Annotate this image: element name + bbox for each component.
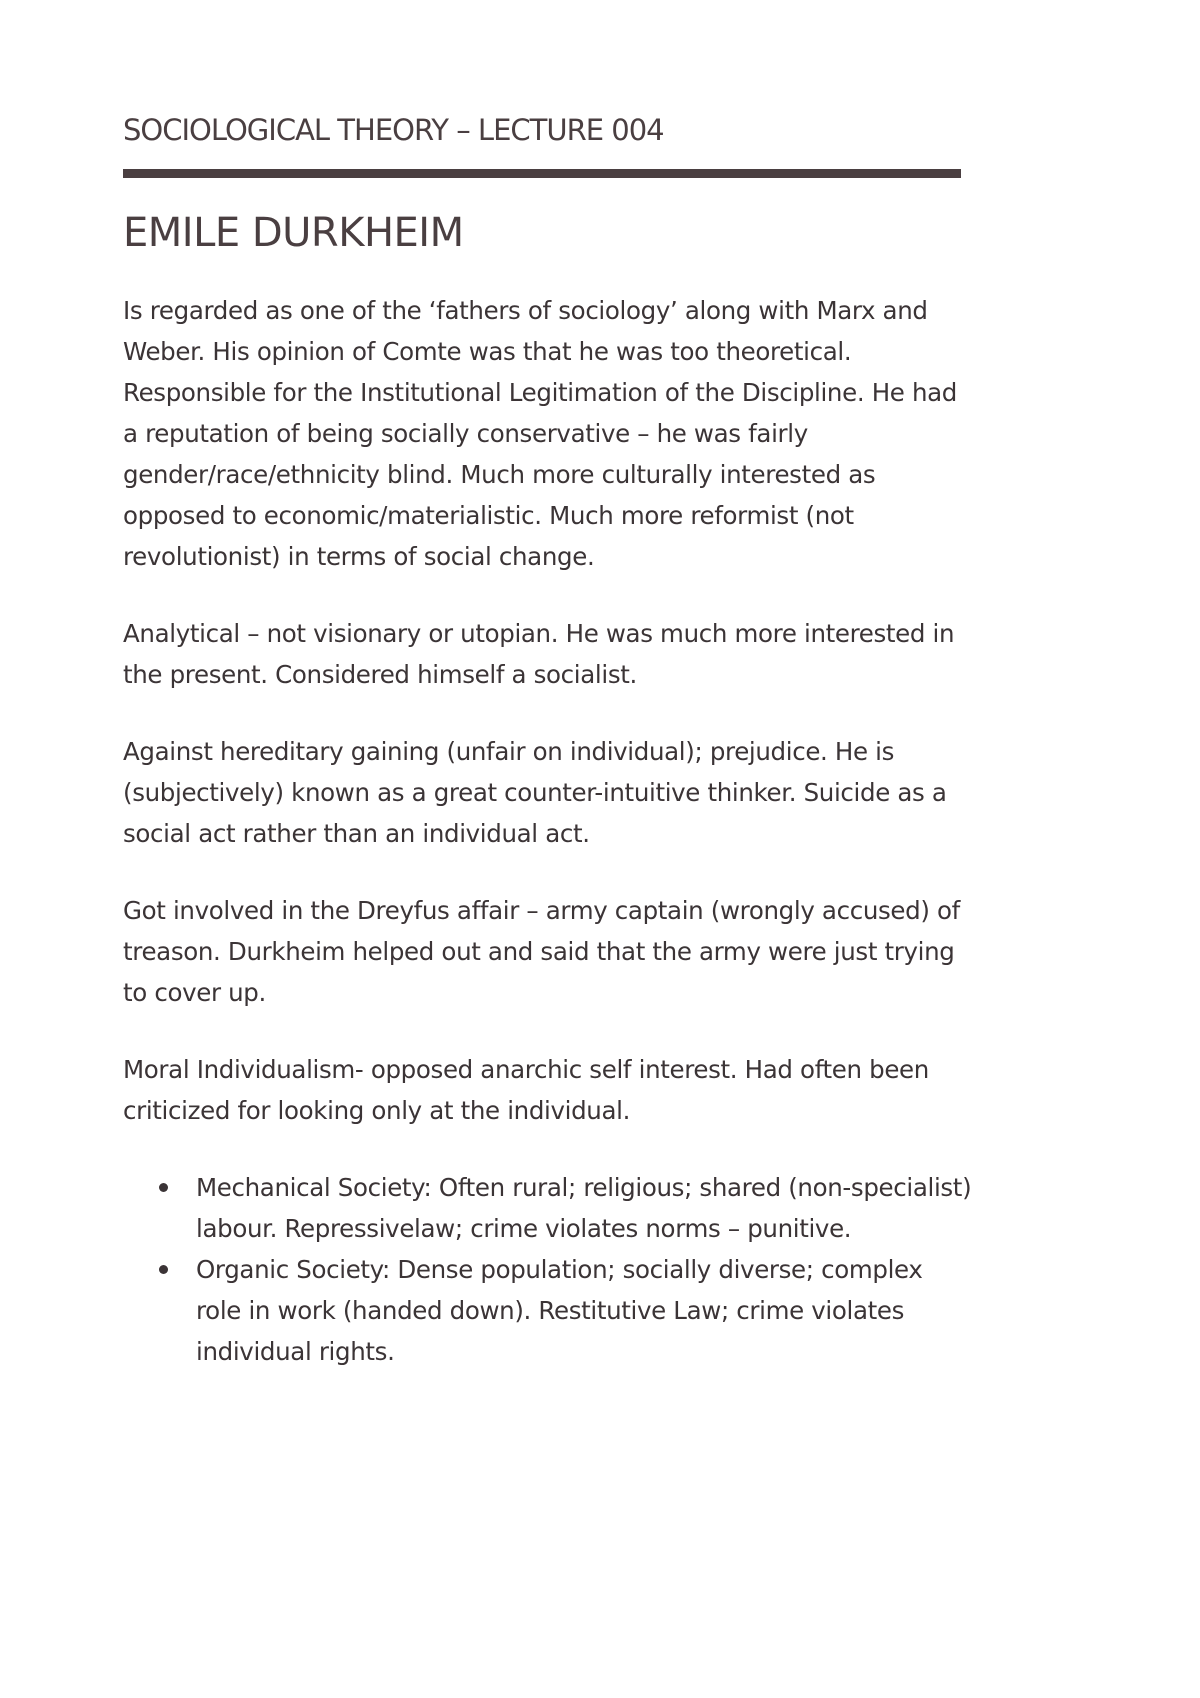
paragraph-analytical: Analytical – not visionary or utopian. He was much more interested in the present. Considered himself a socialist. [123, 619, 955, 689]
document-title: EMILE DURKHEIM [123, 210, 464, 256]
society-types-list [123, 1167, 973, 1372]
paragraph-dreyfus: Got involved in the Dreyfus affair – army captain (wrongly accused) of treason. Durkheim helped out and said that the army were just trying to cover up. [123, 896, 960, 1007]
lecture-header-title: SOCIOLOGICAL THEORY – LECTURE 004 [123, 113, 664, 147]
header-rule [123, 169, 961, 178]
paragraph-hereditary: Against hereditary gaining (unfair on individual); prejudice. He is (subjectively) known as a great counter-intuitive thinker. Suicide as a social act rather than an individual act. [123, 737, 947, 848]
list-item-organic-society [123, 1249, 973, 1372]
document-body [123, 290, 973, 1372]
bullet-icon [159, 1183, 168, 1192]
list-item-text: Mechanical Society: Often rural; religious; shared (non-specialist) labour. Repressivelaw; crime violates norms – punitive. [196, 1173, 972, 1243]
list-item-text: Organic Society: Dense population; socially diverse; complex role in work (handed down). Restitutive Law; crime violates individual rights. [196, 1255, 923, 1366]
paragraph-moral-individualism: Moral Individualism- opposed anarchic self interest. Had often been criticized for looking only at the individual. [123, 1055, 929, 1125]
list-item-mechanical-society [123, 1167, 973, 1249]
bullet-icon [159, 1265, 168, 1274]
paragraph-intro: Is regarded as one of the ‘fathers of sociology’ along with Marx and Weber. His opinion of Comte was that he was too theoretical. Responsible for the Institutional Legitimation of the Discipline. He had a reputation of being socially conservative – he was fairly gender/race/ethnicity blind. Much more culturally interested as opposed to economic/materialistic. Much more reformist (not revolutionist) in terms of social change. [123, 296, 957, 571]
